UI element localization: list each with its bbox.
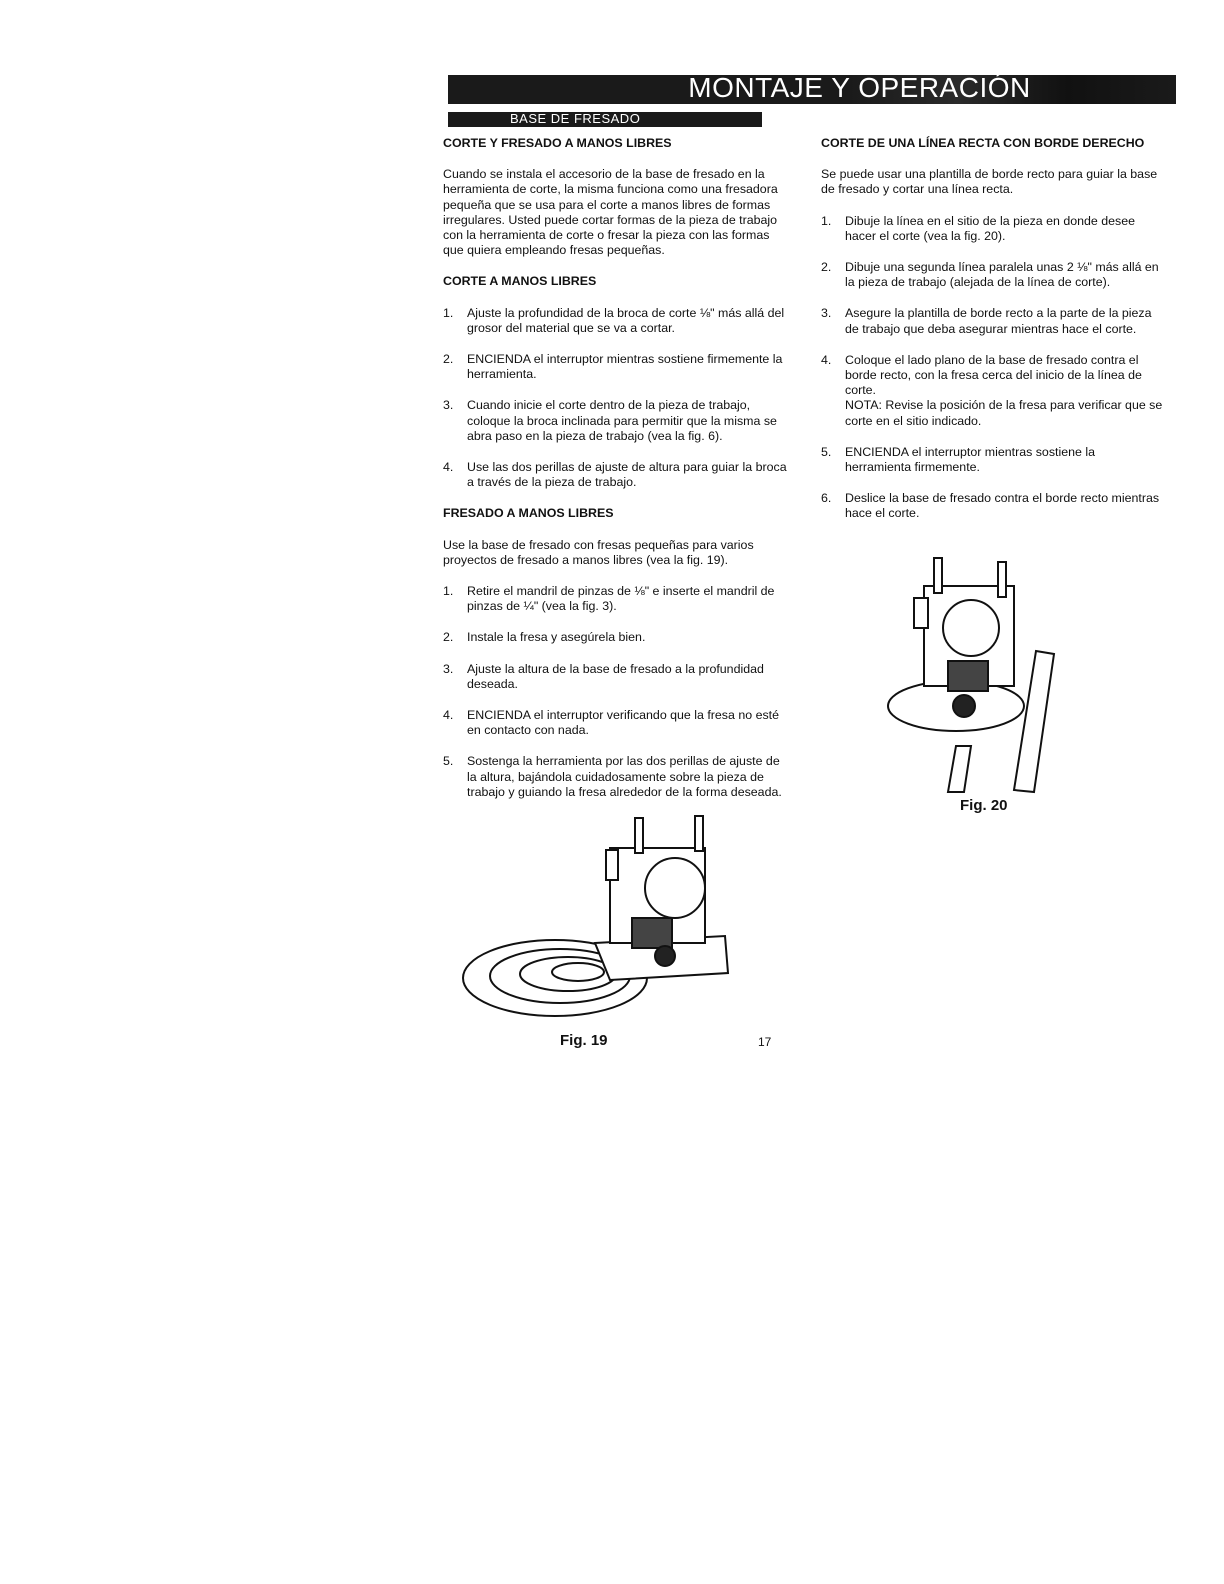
list-item [443, 754, 788, 800]
page-title: MONTAJE Y OPERACIÓN [688, 72, 1031, 103]
step-text: Dibuje la línea en el sitio de la pieza en donde desee hacer el corte (vea la fig. 20). [845, 213, 1136, 243]
router-knob [655, 946, 675, 966]
step-text: Sostenga la herramienta por las dos perillas de ajuste de la altura, bajándola cuidadosamente sobre la pieza de trabajo y guiando la fresa alrededor de la forma deseada. [467, 754, 782, 799]
section-banner [448, 112, 762, 127]
list-item [821, 445, 1163, 475]
straight-edge-guide [1014, 651, 1054, 792]
list-item [821, 306, 1163, 336]
list-item [443, 460, 788, 490]
router-top-post-2 [998, 562, 1006, 597]
figure-20-illustration [886, 556, 1061, 796]
router-handle [914, 598, 928, 628]
left-column [443, 136, 788, 816]
step-note: NOTA: Revise la posición de la fresa para verificar que se corte en el sitio indicado. [845, 398, 1163, 428]
step-number: 4. [443, 460, 454, 475]
router-handle [606, 850, 618, 880]
router-motor-cap [645, 858, 705, 918]
list-item [821, 353, 1163, 429]
step-text: Deslice la base de fresado contra el borde recto mientras hace el corte. [845, 491, 1160, 521]
list-item [821, 491, 1163, 521]
section-title: BASE DE FRESADO [510, 111, 641, 126]
straight-edge-steps [821, 214, 1163, 522]
figure-20-label: Fig. 20 [960, 797, 1008, 814]
list-item [443, 630, 788, 645]
freehand-routing-steps [443, 584, 788, 800]
router-motor-cap [943, 600, 999, 656]
straight-edge-intro: Se puede usar una plantilla de borde recto para guiar la base de fresado y cortar una línea recta. [821, 167, 1158, 197]
router-top-post-2 [695, 816, 703, 851]
step-text: Ajuste la profundidad de la broca de corte ⅛" más allá del grosor del material que se va a cortar. [467, 305, 785, 335]
step-text: Ajuste la altura de la base de fresado a la profundidad deseada. [467, 661, 764, 691]
list-item [443, 708, 788, 738]
step-text: Use las dos perillas de ajuste de altura para guiar la broca a través de la pieza de trabajo. [467, 460, 787, 490]
list-item [821, 260, 1163, 290]
straight-edge-heading: CORTE DE UNA LÍNEA RECTA CON BORDE DERECHO [821, 136, 1145, 150]
list-item [821, 214, 1163, 244]
step-number: 1. [443, 305, 454, 320]
step-text: Asegure la plantilla de borde recto a la parte de la pieza de trabajo que deba asegurar mientras hace el corte. [845, 306, 1152, 336]
router-top-post [934, 558, 942, 593]
list-item [443, 398, 788, 444]
freehand-intro: Cuando se instala el accesorio de la base de fresado en la herramienta de corte, la misma funciona como una fresadora pequeña que se usa para el corte a manos libres de formas irregulares. Usted puede cortar formas de la pieza de trabajo con la herramienta de corte o fresar la pieza con las formas que quiera empleando fresas pequeñas. [443, 167, 778, 258]
step-number: 3. [443, 398, 454, 413]
step-number: 2. [443, 630, 454, 645]
step-number: 3. [443, 661, 454, 676]
step-text: Coloque el lado plano de la base de fresado contra el borde recto, con la fresa cerca del inicio de la línea de corte. [845, 352, 1142, 398]
page-number: 17 [758, 1035, 772, 1049]
freehand-routing-heading: FRESADO A MANOS LIBRES [443, 506, 614, 521]
figure-19-label: Fig. 19 [560, 1032, 608, 1049]
step-number: 1. [443, 584, 454, 599]
step-text: Instale la fresa y asegúrela bien. [467, 630, 646, 645]
step-number: 4. [821, 352, 832, 367]
step-number: 6. [821, 491, 832, 506]
step-number: 2. [821, 260, 832, 275]
freehand-cut-steps [443, 306, 788, 491]
step-text: ENCIENDA el interruptor mientras sostiene la herramienta firmemente. [845, 444, 1095, 475]
step-text: Dibuje una segunda línea paralela unas 2 ⅛" más allá en la pieza de trabajo (alejada de la línea de corte). [845, 260, 1159, 290]
list-item [443, 306, 788, 336]
workpiece-edge [948, 746, 971, 792]
title-banner [448, 72, 1176, 104]
step-number: 5. [821, 444, 832, 459]
step-text: Retire el mandril de pinzas de ⅛" e inserte el mandril de pinzas de ¼" (vea la fig. 3). [467, 584, 775, 614]
step-number: 5. [443, 754, 454, 769]
step-number: 4. [443, 708, 454, 723]
router-knob [953, 695, 975, 717]
freehand-heading: CORTE Y FRESADO A MANOS LIBRES [443, 136, 672, 150]
step-number: 3. [821, 306, 832, 321]
freehand-routing-intro: Use la base de fresado con fresas pequeñas para varios proyectos de fresado a manos libres (vea la fig. 19). [443, 537, 754, 567]
list-item [443, 352, 788, 382]
freehand-cut-heading: CORTE A MANOS LIBRES [443, 274, 597, 289]
step-text: Cuando inicie el corte dentro de la pieza de trabajo, coloque la broca inclinada para permitir que la misma se abra paso en la pieza de trabajo (vea la fig. 6). [467, 398, 777, 443]
router-collar [948, 661, 988, 691]
step-number: 2. [443, 352, 454, 367]
step-text: ENCIENDA el interruptor mientras sostiene firmemente la herramienta. [467, 352, 783, 382]
router-collar [632, 918, 672, 948]
list-item [443, 584, 788, 614]
step-text: ENCIENDA el interruptor verificando que la fresa no esté en contacto con nada. [467, 708, 779, 738]
list-item [443, 662, 788, 692]
figure-19-illustration [460, 808, 740, 1028]
router-top-post [635, 818, 643, 853]
step-number: 1. [821, 213, 832, 228]
right-column [821, 136, 1163, 538]
